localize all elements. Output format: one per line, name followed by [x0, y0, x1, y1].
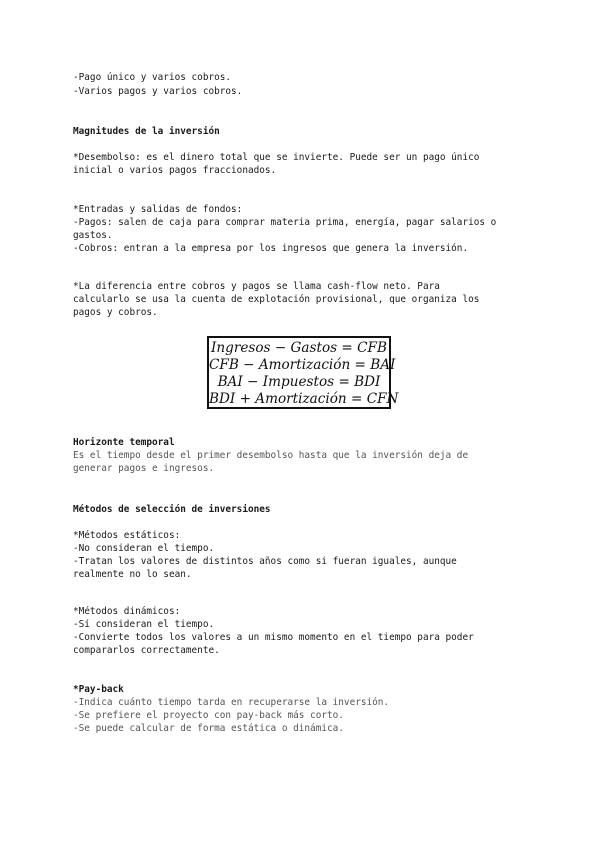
formula-line: BDI + Amortización = CFN — [209, 391, 399, 407]
section-heading-payback: *Pay-back — [73, 684, 124, 695]
paragraph-line: pagos y cobros. — [73, 307, 158, 318]
paragraph-line: -Cobros: entran a la empresa por los ingresos que genera la inversión. — [73, 243, 469, 254]
paragraph-line: -No consideran el tiempo. — [73, 543, 215, 554]
paragraph-line: *Métodos estáticos: — [73, 530, 181, 541]
list-item: -Varios pagos y varios cobros. — [73, 86, 243, 97]
paragraph-line: Es el tiempo desde el primer desembolso hasta que la inversión deja de — [73, 450, 469, 461]
section-heading-horizonte: Horizonte temporal — [73, 437, 175, 448]
paragraph-line: calcularlo se usa la cuenta de explotación provisional, que organiza los — [73, 294, 480, 305]
paragraph-line: generar pagos e ingresos. — [73, 463, 215, 474]
formula-line: CFB − Amortización = BAI — [209, 357, 396, 373]
paragraph-line: -Indica cuánto tiempo tarda en recuperarse la inversión. — [73, 697, 390, 708]
section-heading-magnitudes: Magnitudes de la inversión — [73, 126, 220, 137]
formula-box — [207, 336, 399, 409]
paragraph-line: *Desembolso: es el dinero total que se invierte. Puede ser un pago único — [73, 152, 480, 163]
paragraph-line: *Métodos dinámicos: — [73, 606, 181, 617]
paragraph-line: -Convierte todos los valores a un mismo momento en el tiempo para poder — [73, 632, 474, 643]
formula-line: Ingresos − Gastos = CFB — [211, 340, 387, 356]
list-item: -Pago único y varios cobros. — [73, 72, 232, 83]
formula-line: BAI − Impuestos = BDI — [217, 374, 381, 390]
paragraph-line: -Sí consideran el tiempo. — [73, 619, 215, 630]
paragraph-line: -Tratan los valores de distintos años como si fueran iguales, aunque — [73, 556, 457, 567]
paragraph-line: -Pagos: salen de caja para comprar materia prima, energía, pagar salarios o — [73, 217, 497, 228]
section-heading-metodos: Métodos de selección de inversiones — [73, 504, 271, 515]
paragraph-line: -Se prefiere el proyecto con pay-back más corto. — [73, 710, 344, 721]
paragraph-line: inicial o varios pagos fraccionados. — [73, 165, 277, 176]
paragraph-line: compararlos correctamente. — [73, 645, 220, 656]
paragraph-line: *Entradas y salidas de fondos: — [73, 204, 243, 215]
paragraph-line: -Se puede calcular de forma estática o dinámica. — [73, 723, 344, 734]
paragraph-line: *La diferencia entre cobros y pagos se llama cash-flow neto. Para — [73, 281, 440, 292]
paragraph-line: gastos. — [73, 230, 113, 241]
paragraph-line: realmente no lo sean. — [73, 569, 192, 580]
